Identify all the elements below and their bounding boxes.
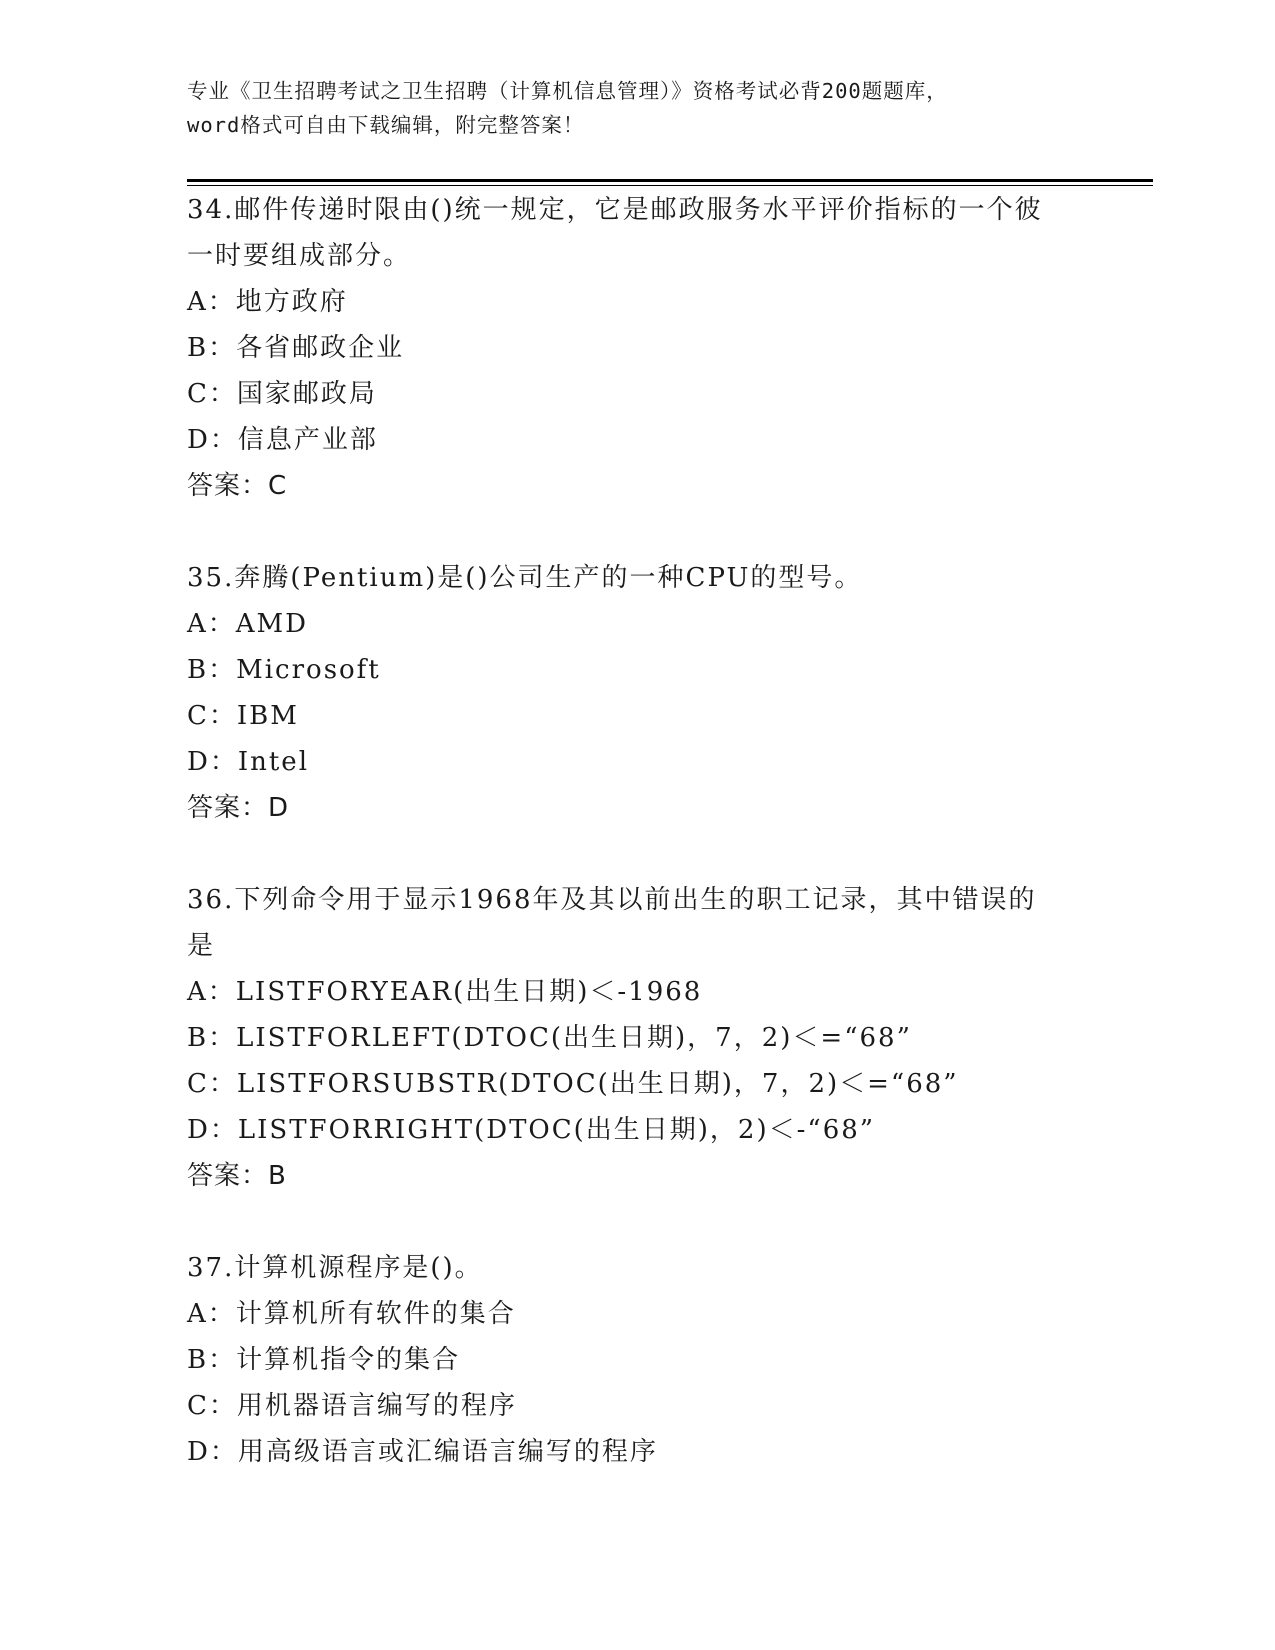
question-stem: 34.邮件传递时限由()统一规定，它是邮政服务水平评价指标的一个彼	[187, 195, 1043, 225]
answer-option: D：Intel	[187, 747, 310, 777]
document-header	[187, 74, 1087, 142]
header-divider-thin	[187, 185, 1153, 186]
answer-option: B：Microsoft	[187, 655, 381, 685]
header-line: 专业《卫生招聘考试之卫生招聘（计算机信息管理）》资格考试必背200题题库，	[187, 79, 948, 103]
question-block	[187, 555, 1087, 831]
answer-option: A：AMD	[187, 609, 309, 639]
question-stem: 一时要组成部分。	[187, 241, 412, 271]
question-stem: 36.下列命令用于显示1968年及其以前出生的职工记录，其中错误的	[187, 885, 1037, 915]
answer-option: D：用高级语言或汇编语言编写的程序	[187, 1437, 658, 1467]
answer-key: 答案：D	[187, 793, 290, 823]
answer-option: A：计算机所有软件的集合	[187, 1299, 516, 1329]
answer-option: C：国家邮政局	[187, 379, 377, 409]
answer-option: D：信息产业部	[187, 425, 378, 455]
question-list	[187, 187, 1087, 1521]
header-divider	[187, 179, 1153, 182]
answer-option: B：各省邮政企业	[187, 333, 405, 363]
question-stem: 35.奔腾(Pentium)是()公司生产的一种CPU的型号。	[187, 563, 863, 593]
question-block	[187, 187, 1087, 509]
header-line: word格式可自由下载编辑，附完整答案！	[187, 113, 585, 137]
question-block	[187, 1245, 1087, 1475]
answer-key: 答案：B	[187, 1161, 287, 1191]
question-stem: 是	[187, 931, 216, 961]
question-stem: 37.计算机源程序是()。	[187, 1253, 483, 1283]
answer-option: B：计算机指令的集合	[187, 1345, 461, 1375]
answer-option: C：IBM	[187, 701, 299, 731]
answer-option: C：用机器语言编写的程序	[187, 1391, 517, 1421]
answer-option: D：LISTFORRIGHT(DTOC(出生日期)，2)＜-“68”	[187, 1115, 876, 1145]
answer-option: B：LISTFORLEFT(DTOC(出生日期)，7，2)＜=“68”	[187, 1023, 912, 1053]
answer-option: A：LISTFORYEAR(出生日期)＜-1968	[187, 977, 703, 1007]
answer-key: 答案：C	[187, 471, 288, 501]
answer-option: C：LISTFORSUBSTR(DTOC(出生日期)，7，2)＜=“68”	[187, 1069, 959, 1099]
question-block	[187, 877, 1087, 1199]
answer-option: A：地方政府	[187, 287, 348, 317]
